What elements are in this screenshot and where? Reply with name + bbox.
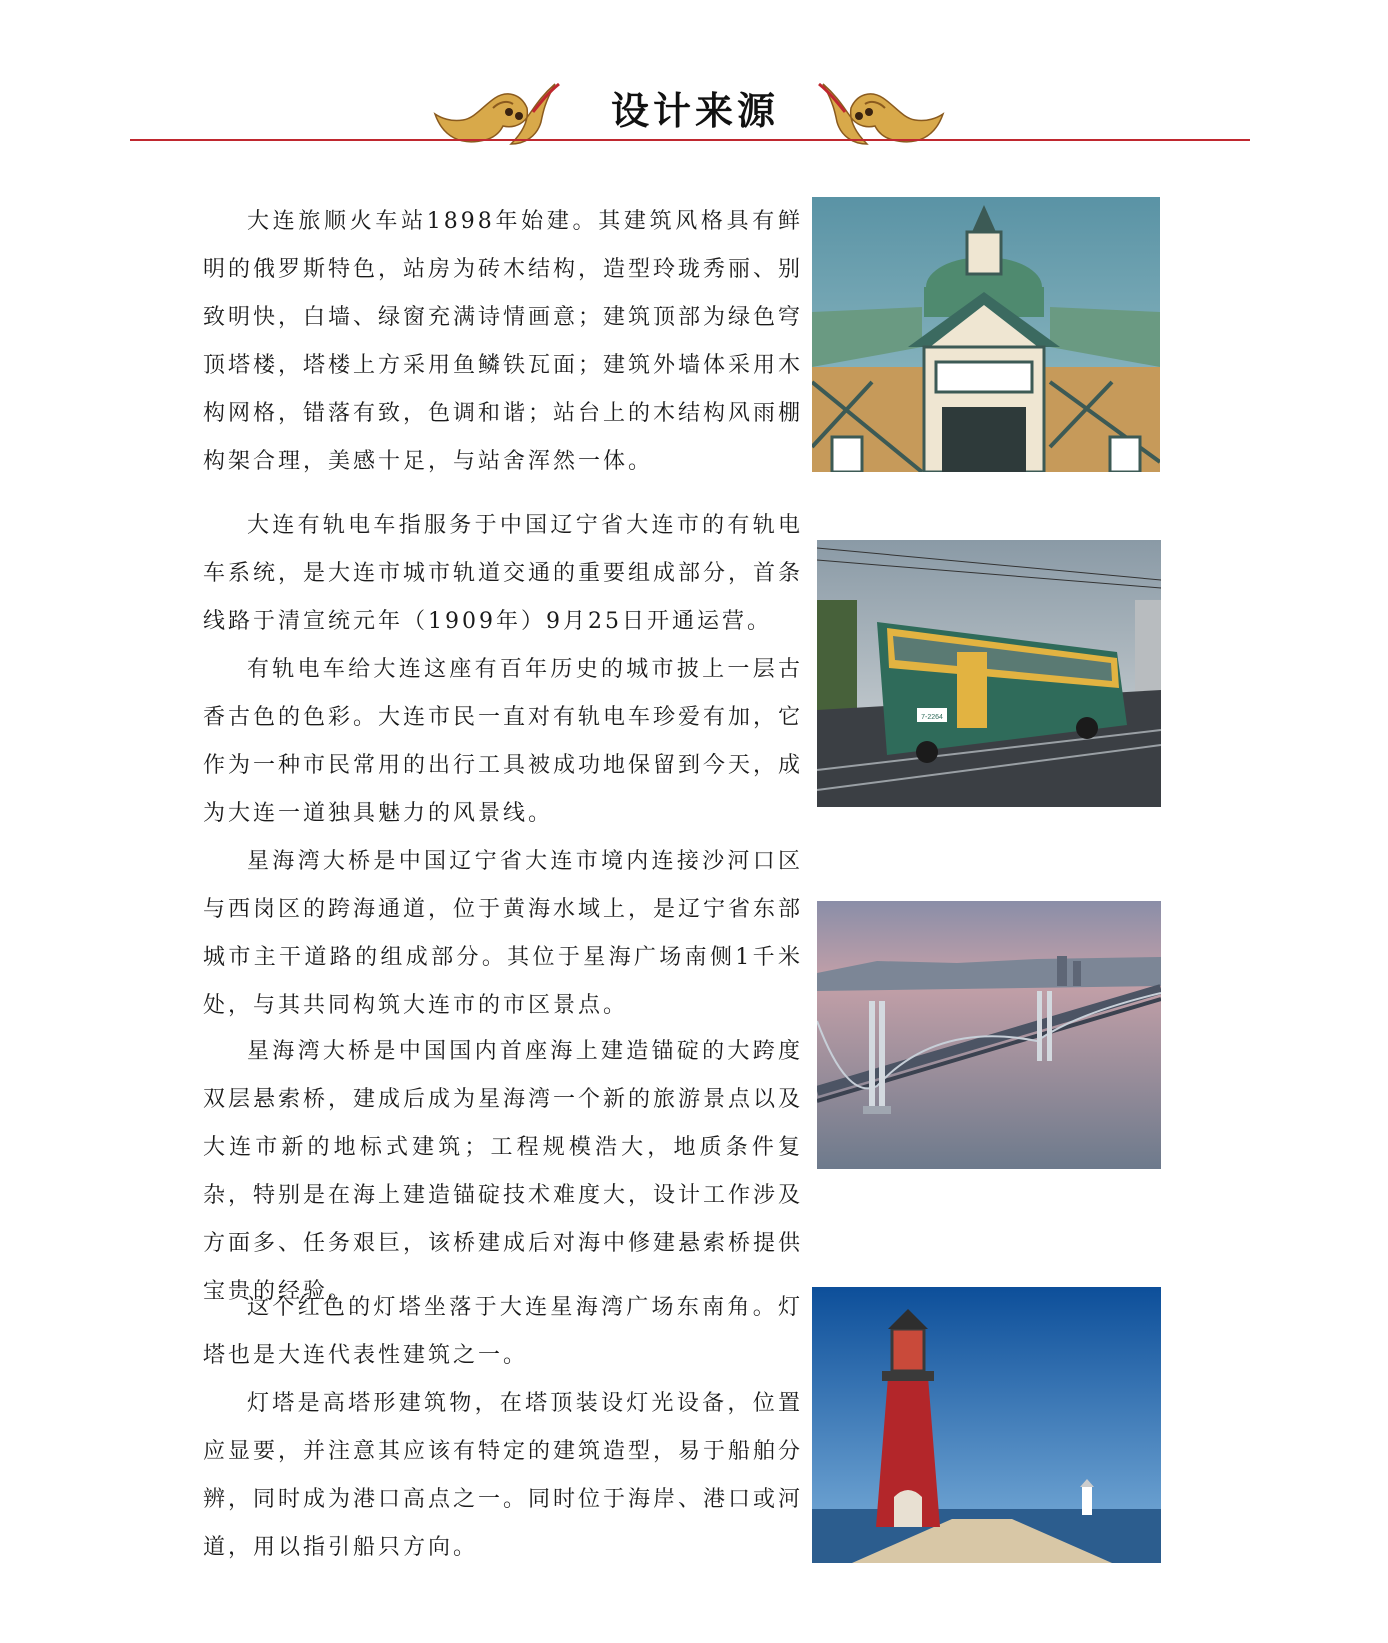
xinghai-bay-bridge-photo (817, 901, 1161, 1169)
railway-station-paragraph: 大连旅顺火车站1898年始建。其建筑风格具有鲜明的俄罗斯特色，站房为砖木结构，造型玲珑秀丽、别致明快，白墙、绿窗充满诗情画意；建筑顶部为绿色穹顶塔楼，塔楼上方采用鱼鳞铁瓦面；建筑外墙体采用木构网格，错落有致，色调和谐；站台上的木结构风雨棚构架合理，美感十足，与站舍浑然一体。 (203, 209, 804, 474)
page-header (0, 0, 1388, 150)
lighthouse-paragraph-1: 这个红色的灯塔坐落于大连星海湾广场东南角。灯塔也是大连代表性建筑之一。 (203, 1295, 803, 1368)
page-title: 设计来源 (610, 88, 779, 133)
lighthouse-paragraph-2: 灯塔是高塔形建筑物，在塔顶装设灯光设备，位置应显要，并注意其应该有特定的建筑造型，易于船舶分辨，同时成为港口高点之一。同时位于海岸、港口或河道，用以指引船只方向。 (203, 1391, 804, 1560)
bridge-paragraph-1: 星海湾大桥是中国辽宁省大连市境内连接沙河口区与西岗区的跨海通道，位于黄海水域上，是辽宁省东部城市主干道路的组成部分。其位于星海广场南侧1千米处，与其共同构筑大连市的市区景点。 (203, 849, 804, 1018)
red-lighthouse-photo (812, 1287, 1161, 1563)
lushun-railway-station-photo (812, 197, 1160, 472)
bridge-paragraph-2: 星海湾大桥是中国国内首座海上建造锚碇的大跨度双层悬索桥，建成后成为星海湾一个新的旅游景点以及大连市新的地标式建筑；工程规模浩大，地质条件复杂，特别是在海上建造锚碇技术难度大，设计工作涉及方面多、任务艰巨，该桥建成后对海中修建悬索桥提供宝贵的经验。 (203, 1039, 804, 1304)
tram-paragraph-1: 大连有轨电车指服务于中国辽宁省大连市的有轨电车系统，是大连市城市轨道交通的重要组成部分，首条线路于清宣统元年（1909年）9月25日开通运营。 (203, 513, 804, 634)
tram-paragraph-2: 有轨电车给大连这座有百年历史的城市披上一层古香古色的色彩。大连市民一直对有轨电车珍爱有加，它作为一种市民常用的出行工具被成功地保留到今天，成为大连一道独具魅力的风景线。 (203, 657, 804, 826)
header-divider (130, 139, 1250, 141)
tram-number-label: 7-2264 (921, 714, 943, 721)
dalian-tram-photo (817, 540, 1161, 807)
